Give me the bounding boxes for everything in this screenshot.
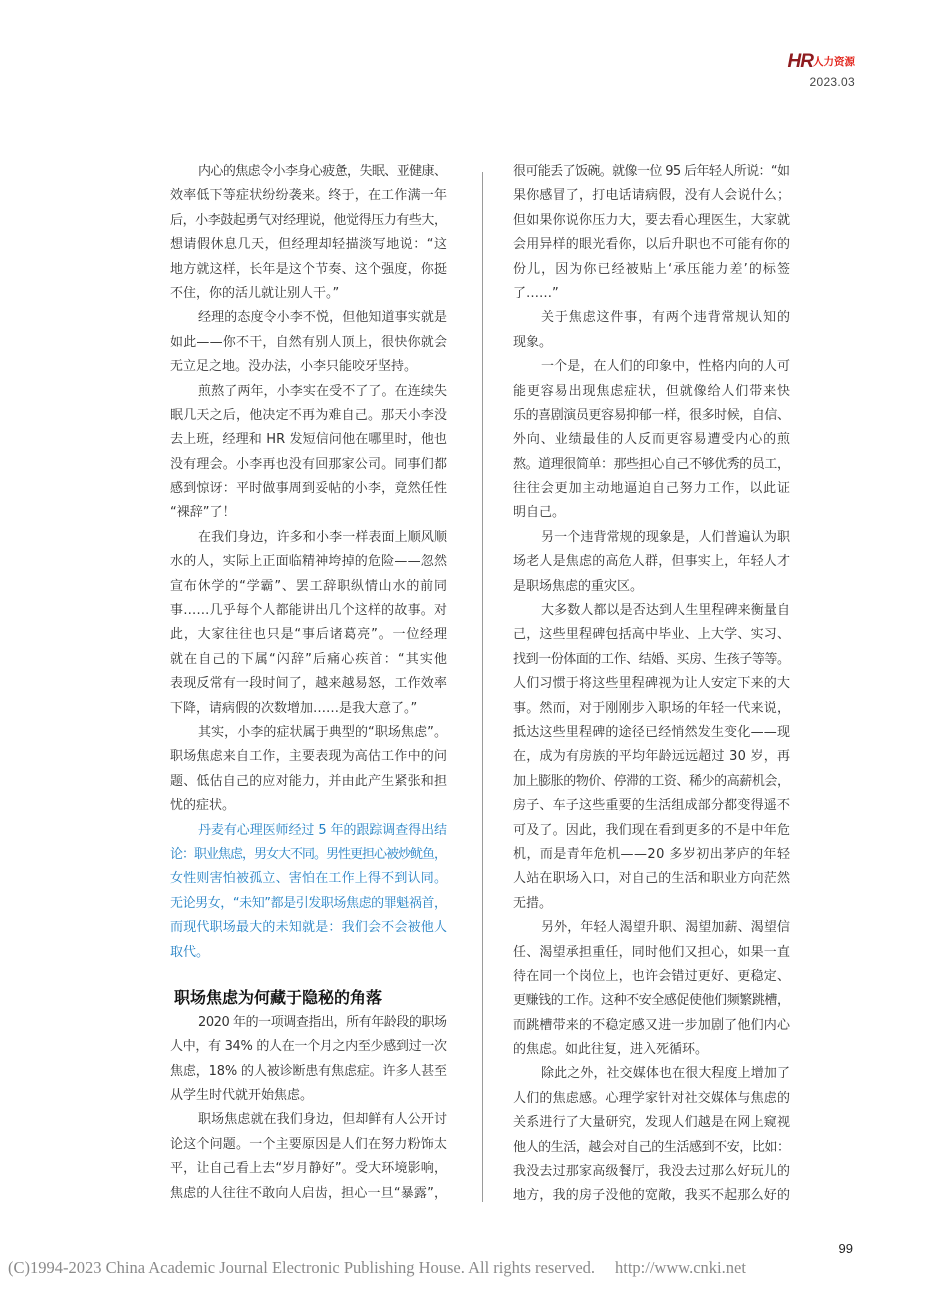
text-line-content: 场老人是焦虑的高危人群，但事实上，年轻人才 [513,554,791,570]
text-line-content: 内心的焦虑令小李身心疲惫，失眠、亚健康、 [198,164,447,179]
text-line [513,819,790,843]
text-line [170,306,447,330]
text-line [513,1136,790,1160]
text-line [170,526,447,550]
text-line [170,355,447,379]
text-line-content: 后，小李鼓起勇气对经理说，他觉得压力有些大， [170,212,447,228]
text-line [513,501,790,525]
text-line-content: 事……几乎每个人都能讲出几个这样的故事。对 [170,603,448,619]
journal-logo [788,52,855,72]
column-divider [482,172,483,1202]
text-line-content: 人们的焦虑感。心理学家针对社交媒体与焦虑的 [513,1090,791,1106]
text-line [170,770,447,794]
logo-mark: HR [787,51,813,72]
text-line-content: 份儿，因为你已经被贴上‘承压能力差’的标签 [513,261,792,277]
text-line [170,892,447,916]
text-line [513,697,790,721]
text-line-content: 此，大家往往也只是“事后诸葛亮”。一位经理 [170,627,448,643]
text-line-content: 能更容易出现焦虑症状，但就像给人们带来快 [513,383,791,399]
text-line-content: 就在自己的下属“闪辞”后痛心疾首：“其实他 [170,651,449,667]
text-line [170,819,447,843]
text-line [513,1087,790,1111]
text-line [513,453,790,477]
text-line [513,331,790,355]
paragraph [170,1011,447,1109]
paragraph [170,306,447,379]
text-line [513,1111,790,1135]
text-line [170,453,447,477]
text-line-content: 地方，我的房子没他的宽敞，我买不起那么好的 [513,1188,791,1204]
text-line-content: 职场焦虑就在我们身边，但却鲜有人公开讨 [198,1112,448,1128]
text-line-content: 人们习惯于将这些里程碑视为让人安定下来的大 [513,676,791,692]
text-line-content: 找到一份体面的工作、结婚、买房、生孩子等等。 [513,651,790,667]
text-line [513,380,790,404]
text-line-content: 取代。 [170,944,210,960]
text-line-content: 他人的生活，越会对自己的生活感到不安，比如： [513,1139,790,1155]
text-line [170,380,447,404]
text-line [170,575,447,599]
text-line [170,160,447,184]
text-line [170,1182,447,1206]
highlight-paragraph [170,819,447,965]
text-line-content: 关于焦虑这件事，有两个违背常规认知的 [541,310,791,326]
text-line-content: 下降，请病假的次数增加……是我大意了。” [170,700,418,716]
paragraph [513,599,790,916]
text-line [170,501,447,525]
text-line-content: 事。然而，对于刚刚步入职场的年轻一代来说， [513,700,791,716]
text-line-content: 想请假休息几天，但经理却轻描淡写地说：“这 [170,237,448,253]
text-line-content: 可及了。因此，我们现在看到更多的不是中年危 [513,822,791,838]
text-line [513,209,790,233]
text-line-content: 待在同一个岗位上，也许会错过更好、更稳定、 [513,968,791,984]
text-line [170,867,447,891]
text-line-content: 己，这些里程碑包括高中毕业、上大学、实习、 [513,627,791,643]
text-line-content: 不住，你的活儿就让别人干。” [170,285,340,301]
source-url: http://www.cnki.net [615,1258,746,1277]
text-line [513,306,790,330]
text-line [513,1014,790,1038]
text-line-content: 另外，年轻人渴望升职、渴望加薪、渴望信 [541,920,791,936]
text-line-content: 乐的喜剧演员更容易抑郁一样，很多时候，自信、 [513,407,790,423]
text-line [513,184,790,208]
text-line [170,745,447,769]
text-line-content: 女性则害怕被孤立、害怕在工作上得不到认同。 [170,871,448,887]
text-line [513,965,790,989]
text-line [513,1184,790,1208]
text-line-content: 更赚钱的工作。这种不安全感促使他们频繁跳槽， [513,993,790,1009]
section-heading-line [170,985,447,1011]
text-line [513,404,790,428]
text-line [170,1133,447,1157]
text-line-content: 眠几天之后，他决定不再为难自己。那天小李没 [170,407,448,423]
text-line-content: 抵达这些里程碑的途径已经悄然发生变化——现 [513,724,791,740]
text-line [170,1060,447,1084]
paragraph [170,1108,447,1206]
text-line-content: 题、低估自己的应对能力，并由此产生紧张和担 [170,773,448,789]
text-line [170,1157,447,1181]
text-line [170,184,447,208]
text-line [170,428,447,452]
text-line [513,1062,790,1086]
logo-text: 人力资源 [813,56,855,68]
text-line [170,794,447,818]
paragraph [513,160,790,306]
copyright-text: (C)1994-2023 China Academic Journal Electronic Publishing House. All rights reserved. [8,1258,596,1277]
paragraph [170,526,447,721]
text-line-content: 另一个违背常规的现象是，人们普遍认为职 [541,529,791,545]
text-line [170,672,447,696]
text-line [170,941,447,965]
text-line-content: 了……” [513,285,559,301]
text-line [170,1035,447,1059]
text-line [513,941,790,965]
text-line-content: 没有理会。小李再也没有回那家公司。同事们都 [170,456,448,472]
text-line [513,355,790,379]
text-line-content: 会用异样的眼光看你，以后升职也不可能有你的 [513,237,791,253]
issue-date: 2023.03 [809,75,855,89]
text-line [170,599,447,623]
text-line-content: 论这个问题。一个主要原因是人们在努力粉饰太 [170,1136,448,1152]
text-line [513,282,790,306]
text-line-content: 2020 年的一项调查指出，所有年龄段的职场 [198,1014,447,1030]
text-line-content: 房子、车子这些重要的生活组成部分都变得遥不 [513,798,791,814]
text-line [513,233,790,257]
text-line-content: 往往会更加主动地逼迫自己努力工作，以此证 [513,481,791,497]
text-line-content: 煎熬了两年，小李实在受不了了。在连续失 [198,383,448,399]
text-line [513,745,790,769]
text-line [513,428,790,452]
section-heading [170,985,447,1011]
paragraph [170,380,447,526]
text-line-content: 焦虑的人往往不敢向人启齿，担心一旦“暴露”， [170,1185,448,1201]
text-line-content: 明自己。 [513,505,566,521]
text-line [513,648,790,672]
text-line-content: 机，而是青年危机——20 多岁初出茅庐的年轻 [513,846,791,862]
copyright-watermark [8,1258,746,1278]
paragraph [513,916,790,1062]
text-line-content: 如此——你不干，自然有别人顶上，很快你就会 [170,334,448,350]
text-line [170,404,447,428]
text-line-content: 我没去过那家高级餐厅，我没去过那么好玩儿的 [513,1164,791,1180]
text-line-content: 而跳槽带来的不稳定感又进一步加剧了他们内心 [513,1017,791,1033]
text-line-content: 外向、业绩最佳的人反而更容易遭受内心的煎 [513,432,791,448]
text-line-content: 人站在职场入口，对自己的生活和职业方向茫然 [513,871,791,887]
text-line [170,550,447,574]
text-line [170,648,447,672]
text-line-content: 感到惊讶：平时做事周到妥帖的小李，竟然任性 [170,481,448,497]
text-line [513,721,790,745]
text-line [170,258,447,282]
text-line-content: 的焦虑。如此往复，进入死循环。 [513,1042,709,1058]
article-column-left [170,160,447,1206]
text-line [513,770,790,794]
text-line-content: 一个是，在人们的印象中，性格内向的人可 [541,359,791,375]
paragraph [170,160,447,306]
text-line-content: 忧的症状。 [170,798,236,814]
text-line [170,1084,447,1108]
paragraph [513,306,790,355]
text-line [170,1108,447,1132]
text-line-content: 无措。 [513,895,553,911]
text-line-content: 表现反常有一段时间了，越来越易怒，工作效率 [170,676,448,692]
text-line-content: 其实，小李的症状属于典型的“职场焦虑”。 [198,724,448,740]
text-line-content: 去上班，经理和 HR 发短信问他在哪里时，他也 [170,432,448,448]
text-line [170,282,447,306]
text-line-content: 焦虑，18% 的人被诊断患有焦虑症。许多人甚至 [170,1063,447,1079]
text-line-content: 大多数人都以是否达到人生里程碑来衡量自 [541,603,791,619]
text-line-content: 人中，有 34% 的人在一个月之内至少感到过一次 [170,1039,447,1055]
text-line-content: 加上膨胀的物价、停滞的工资、稀少的高薪机会， [513,773,790,789]
text-line-content: 很可能丢了饭碗。就像一位 95 后年轻人所说：“如 [513,164,790,179]
text-line-content: 是职场焦虑的重灾区。 [513,578,644,594]
text-line-content: 熬。道理很简单：那些担心自己不够优秀的员工， [513,456,790,472]
text-line [170,209,447,233]
text-line-content: 现象。 [513,334,553,350]
text-line-content: 而现代职场最大的未知就是：我们会不会被他人 [170,920,448,936]
text-line-content: 在，成为有房族的平均年龄远远超过 30 岁，再 [513,749,791,765]
text-line-content: 除此之外，社交媒体也在很大程度上增加了 [541,1066,791,1082]
text-line-content: 从学生时代就开始焦虑。 [170,1088,314,1104]
text-line [170,721,447,745]
text-line [513,843,790,867]
text-line-content: 经理的态度令小李不悦，但他知道事实就是 [198,310,448,326]
text-line-content: 平，让自己看上去“岁月静好”。受大环境影响， [170,1161,448,1177]
text-line-content: 地方就这样，长年是这个节奏、这个强度，你挺 [170,261,448,277]
page-number: 99 [838,1241,853,1256]
text-line [513,623,790,647]
text-line [170,916,447,940]
text-line [513,1160,790,1184]
text-line [170,1011,447,1035]
text-line-content: 果你感冒了，打电话请病假，没有人会说什么； [513,188,791,204]
text-line-content: 宣布休学的“学霸”、罢工辞职纵情山水的前同 [170,578,448,594]
text-line [170,697,447,721]
paragraph [513,355,790,526]
text-line-content: 丹麦有心理医师经过 5 年的跟踪调查得出结 [198,822,447,838]
text-line [513,989,790,1013]
text-line-content: 在我们身边，许多和小李一样表面上顺风顺 [198,529,448,545]
text-line [513,1038,790,1062]
text-line [513,867,790,891]
text-line [513,599,790,623]
text-line [513,526,790,550]
paragraph [513,526,790,599]
text-line [513,892,790,916]
text-line-content: 职场焦虑来自工作，主要表现为高估工作中的问 [170,749,448,765]
text-line [170,477,447,501]
text-line [170,233,447,257]
text-line [513,794,790,818]
text-line [170,843,447,867]
section-heading-text: 职场焦虑为何藏于隐秘的角落 [174,987,383,1007]
text-line [513,477,790,501]
article-column-right [513,160,790,1209]
text-line [513,575,790,599]
text-line [170,623,447,647]
text-line-content: 无立足之地。没办法，小李只能咬牙坚持。 [170,359,418,375]
paragraph [170,721,447,819]
text-line-content: 水的人，实际上正面临精神垮掉的危险——忽然 [170,554,448,570]
text-line [513,550,790,574]
text-line-content: “裸辞”了！ [170,505,236,521]
paragraph [513,1062,790,1208]
text-line-content: 关系进行了大量研究，发现人们越是在网上窥视 [513,1115,791,1131]
text-line-content: 任、渴望承担重任，同时他们又担心，如果一直 [513,944,791,960]
text-line-content: 但如果你说你压力大，要去看心理医生，大家就 [513,212,791,228]
text-line-content: 效率低下等症状纷纷袭来。终于，在工作满一年 [170,188,448,204]
text-line [513,258,790,282]
text-line [170,331,447,355]
text-line [513,672,790,696]
text-line-content: 论：职业焦虑，男女大不同。男性更担心被炒鱿鱼， [170,846,446,862]
text-line [513,160,790,184]
text-line [513,916,790,940]
text-line-content: 无论男女，“未知”都是引发职场焦虑的罪魁祸首， [170,895,447,911]
